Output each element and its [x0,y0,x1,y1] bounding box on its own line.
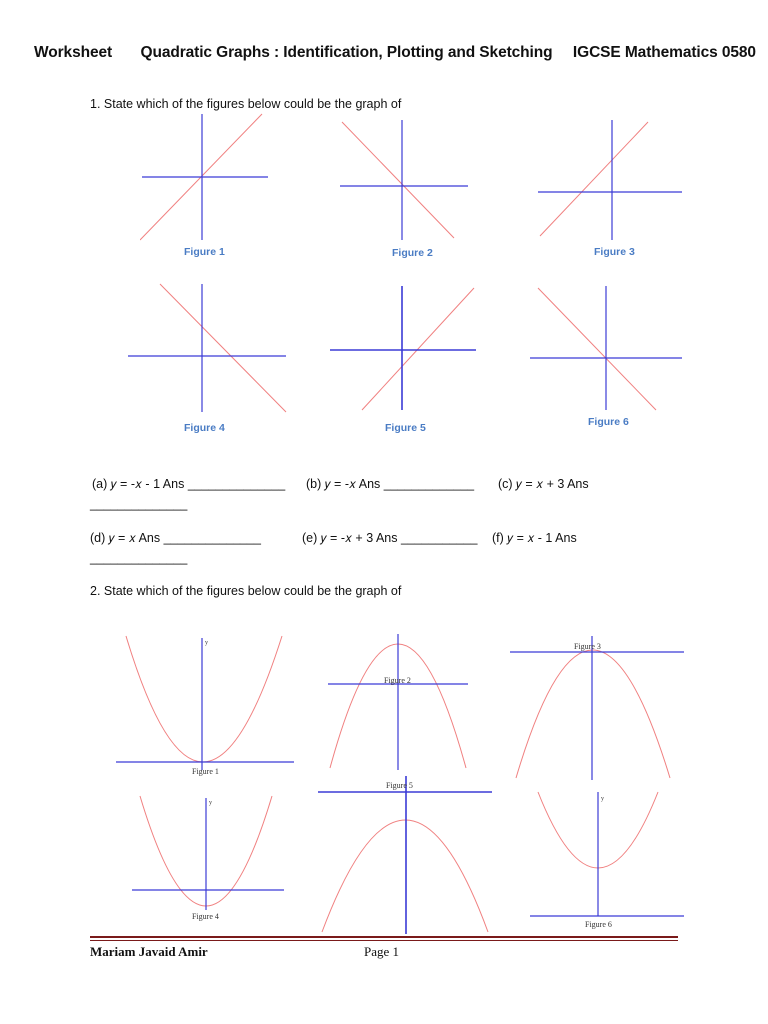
title-course: IGCSE Mathematics 0580 [572,44,756,61]
q2-figure-5-label: Figure 5 [386,781,413,790]
q1-figure-2 [338,118,470,242]
q1-fig5-line [362,288,474,410]
q1-figure-5-label: Figure 5 [385,422,426,434]
q2-figure-3 [508,634,686,782]
q2-fig4-y-label: y [209,800,212,806]
q1-prompt: 1. State which of the figures below could be the graph of [90,97,402,111]
q1-figure-6 [528,284,684,412]
q1-part-c: (c) 𝑦 = 𝑥 + 3 Ans [498,477,589,491]
q2-fig1-y-label: y [205,640,208,646]
q1-figure-2-label: Figure 2 [392,247,433,259]
q1-figure-6-label: Figure 6 [588,416,629,428]
q1-fig3-line [540,122,648,236]
q2-fig3-curve [516,650,670,778]
q2-figure-6 [528,790,686,920]
q2-figure-2-label: Figure 2 [384,676,411,685]
footer-author: Mariam Javaid Amir [90,944,208,959]
q2-figure-4-label: Figure 4 [192,912,219,921]
q1-fig2-line [342,122,454,238]
page-title [34,44,756,62]
q1-figure-3 [536,118,686,242]
q1-figure-1 [140,112,270,242]
q1-figure-3-label: Figure 3 [594,246,635,258]
q2-figure-2 [326,632,470,772]
q1-figure-4 [126,282,288,414]
q1-figure-1-label: Figure 1 [184,246,225,258]
q1-part-b: (b) 𝑦 = -𝑥 Ans _____________ [306,477,475,491]
q1-part-e: (e) 𝑦 = -𝑥 + 3 Ans ___________ [302,531,478,545]
q1-fig6-line [538,288,656,410]
q1-fig4-line [160,284,286,412]
q2-figure-3-label: Figure 3 [574,642,601,651]
title-worksheet: Worksheet [34,44,113,61]
q2-figure-5 [316,774,494,936]
q1-part-c-answer-line[interactable]: ______________ [90,497,188,511]
q2-fig1-curve [126,636,282,762]
q1-figure-4-label: Figure 4 [184,422,225,434]
footer-page-number: Page 1 [364,944,400,959]
title-topic: Quadratic Graphs : Identification, Plotting and Sketching [140,44,553,61]
q1-figure-5 [328,284,478,412]
q2-figure-4 [130,794,286,912]
q2-prompt: 2. State which of the figures below could be the graph of [90,584,402,598]
footer-rule-thick [90,936,678,938]
q2-figure-1 [114,632,296,772]
q1-part-f: (f) 𝑦 = 𝑥 - 1 Ans [492,531,577,545]
q2-fig6-y-label: y [601,796,604,802]
q2-figure-6-label: Figure 6 [585,920,612,929]
q1-part-a: (a) 𝑦 = -𝑥 - 1 Ans ______________ [92,477,286,491]
q1-part-f-answer-line[interactable]: ______________ [90,551,188,565]
q1-part-d: (d) 𝑦 = 𝑥 Ans ______________ [90,531,261,545]
q2-figure-1-label: Figure 1 [192,767,219,776]
q2-fig5-curve [322,820,488,932]
footer-rule-thin [90,940,678,941]
